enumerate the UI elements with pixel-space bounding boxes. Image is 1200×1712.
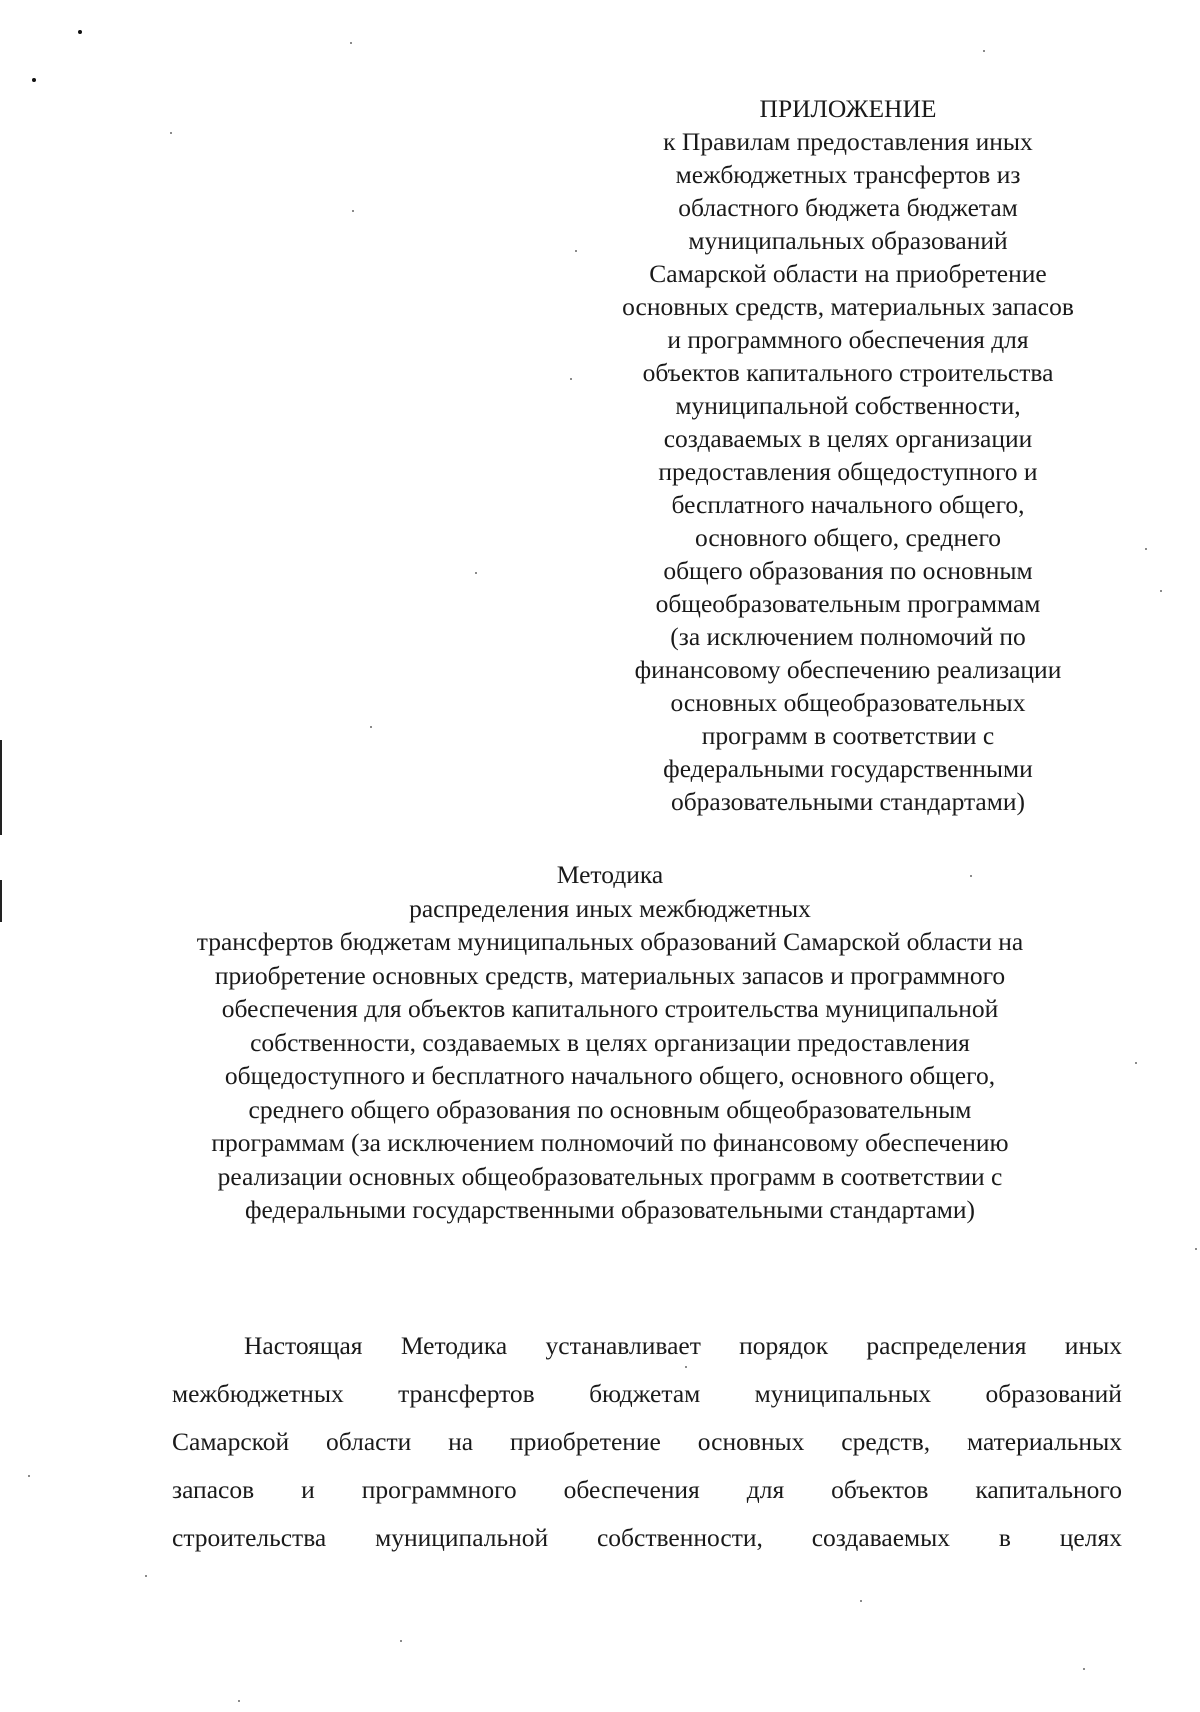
appendix-line: муниципальной собственности, (675, 391, 1021, 420)
word: устанавливает (545, 1331, 701, 1360)
appendix-line: основных средств, материальных запасов (622, 292, 1074, 321)
methodology-title-line: среднего общего образования по основным общеобразовательным (248, 1094, 972, 1124)
word: и (301, 1475, 315, 1504)
word: программного (361, 1475, 517, 1504)
word: обеспечения (563, 1475, 700, 1504)
scan-speck (1195, 1248, 1197, 1250)
word: образований (985, 1379, 1122, 1408)
scan-speck (350, 42, 352, 44)
scan-speck (475, 572, 477, 574)
methodology-title-line: обеспечения для объектов капитального строительства муниципальной (221, 994, 999, 1023)
methodology-title-block (150, 858, 1070, 1227)
appendix-line: основных общеобразовательных (670, 688, 1026, 717)
appendix-line: и программного обеспечения для (667, 325, 1029, 354)
methodology-title-line: программам (за исключением полномочий по финансовому обеспечению (211, 1128, 1009, 1157)
scan-speck (78, 30, 82, 34)
word: распределения (866, 1331, 1027, 1360)
scan-speck (352, 210, 354, 212)
word: в (998, 1523, 1011, 1552)
appendix-line: межбюджетных трансфертов из (675, 160, 1021, 189)
paragraph-line (172, 1514, 1122, 1562)
scan-speck (1160, 590, 1162, 592)
paragraph-line (172, 1370, 1122, 1418)
scan-speck (983, 50, 985, 52)
word: основных (697, 1427, 805, 1456)
word: Настоящая (244, 1331, 363, 1360)
appendix-line: финансовому обеспечению реализации (634, 655, 1062, 684)
word: средств, (841, 1427, 931, 1456)
word: муниципальной (375, 1523, 549, 1552)
paragraph-line (172, 1418, 1122, 1466)
methodology-title-line: распределения иных межбюджетных (409, 893, 811, 923)
scan-speck (400, 1640, 402, 1642)
methodology-title-line: собственности, создаваемых в целях организации предоставления (250, 1027, 970, 1057)
scan-speck (370, 726, 372, 728)
word: области (326, 1427, 412, 1456)
appendix-line: (за исключением полномочий по (670, 622, 1026, 651)
scan-speck (575, 250, 577, 252)
appendix-line: предоставления общедоступного и (658, 457, 1038, 486)
appendix-line: областного бюджета бюджетам (678, 193, 1018, 222)
word: материальных (967, 1427, 1122, 1456)
appendix-line: бесплатного начального общего, (671, 490, 1025, 519)
methodology-title-line: приобретение основных средств, материальных запасов и программного (214, 960, 1006, 990)
scan-speck (1083, 1668, 1085, 1670)
word: межбюджетных (172, 1379, 344, 1408)
appendix-line: основного общего, среднего (694, 523, 1002, 552)
word: муниципальных (754, 1379, 932, 1408)
methodology-title: Методика (556, 860, 664, 889)
methodology-title-line: трансфертов бюджетам муниципальных образований Самарской области на (196, 927, 1024, 956)
scan-edge-line (0, 740, 2, 835)
word: объектов (831, 1475, 929, 1504)
scan-speck (145, 1575, 147, 1577)
scan-edge-line (0, 880, 2, 922)
paragraph-line (172, 1466, 1122, 1514)
appendix-line: общего образования по основным (663, 556, 1033, 585)
appendix-line: Самарской области на приобретение (649, 259, 1047, 288)
methodology-title-line: федеральными государственными образовательными стандартами) (244, 1195, 976, 1224)
methodology-title-line: реализации основных общеобразовательных программ в соответствии с (217, 1161, 1003, 1191)
word: строительства (172, 1523, 327, 1552)
scan-speck (32, 78, 36, 82)
word: капитального (975, 1475, 1122, 1504)
scan-speck (1145, 548, 1147, 550)
word: приобретение (509, 1427, 661, 1456)
scan-speck (860, 1600, 862, 1602)
word: создаваемых (811, 1523, 951, 1552)
paragraph-line (172, 1322, 1122, 1370)
word: трансфертов (398, 1379, 535, 1408)
appendix-line: муниципальных образований (688, 226, 1008, 255)
appendix-line: общеобразовательным программам (655, 589, 1041, 618)
scan-speck (238, 1700, 240, 1702)
appendix-line: к Правилам предоставления иных (663, 127, 1033, 156)
appendix-line: образовательными стандартами) (670, 787, 1026, 816)
appendix-line: создаваемых в целях организации (663, 424, 1033, 453)
word: для (746, 1475, 785, 1504)
scan-speck (28, 1475, 30, 1477)
word: Самарской (172, 1427, 290, 1456)
word: запасов (172, 1475, 255, 1504)
body-paragraph (172, 1322, 1122, 1562)
appendix-line: федеральными государственными (663, 754, 1033, 783)
scan-speck (570, 378, 572, 380)
word: порядок (739, 1331, 829, 1360)
word: иных (1064, 1331, 1122, 1360)
word: Методика (400, 1331, 508, 1360)
word: собственности, (596, 1523, 763, 1552)
appendix-line: объектов капитального строительства (642, 358, 1054, 387)
appendix-line: программ в соответствии с (701, 721, 995, 750)
appendix-header (600, 92, 1096, 818)
word: на (448, 1427, 474, 1456)
methodology-title-line: общедоступного и бесплатного начального общего, основного общего, (224, 1061, 996, 1090)
appendix-heading: ПРИЛОЖЕНИЕ (759, 94, 937, 123)
scan-speck (1135, 1062, 1137, 1064)
word: бюджетам (589, 1379, 701, 1408)
scan-speck (170, 132, 172, 134)
word: целях (1059, 1523, 1122, 1552)
